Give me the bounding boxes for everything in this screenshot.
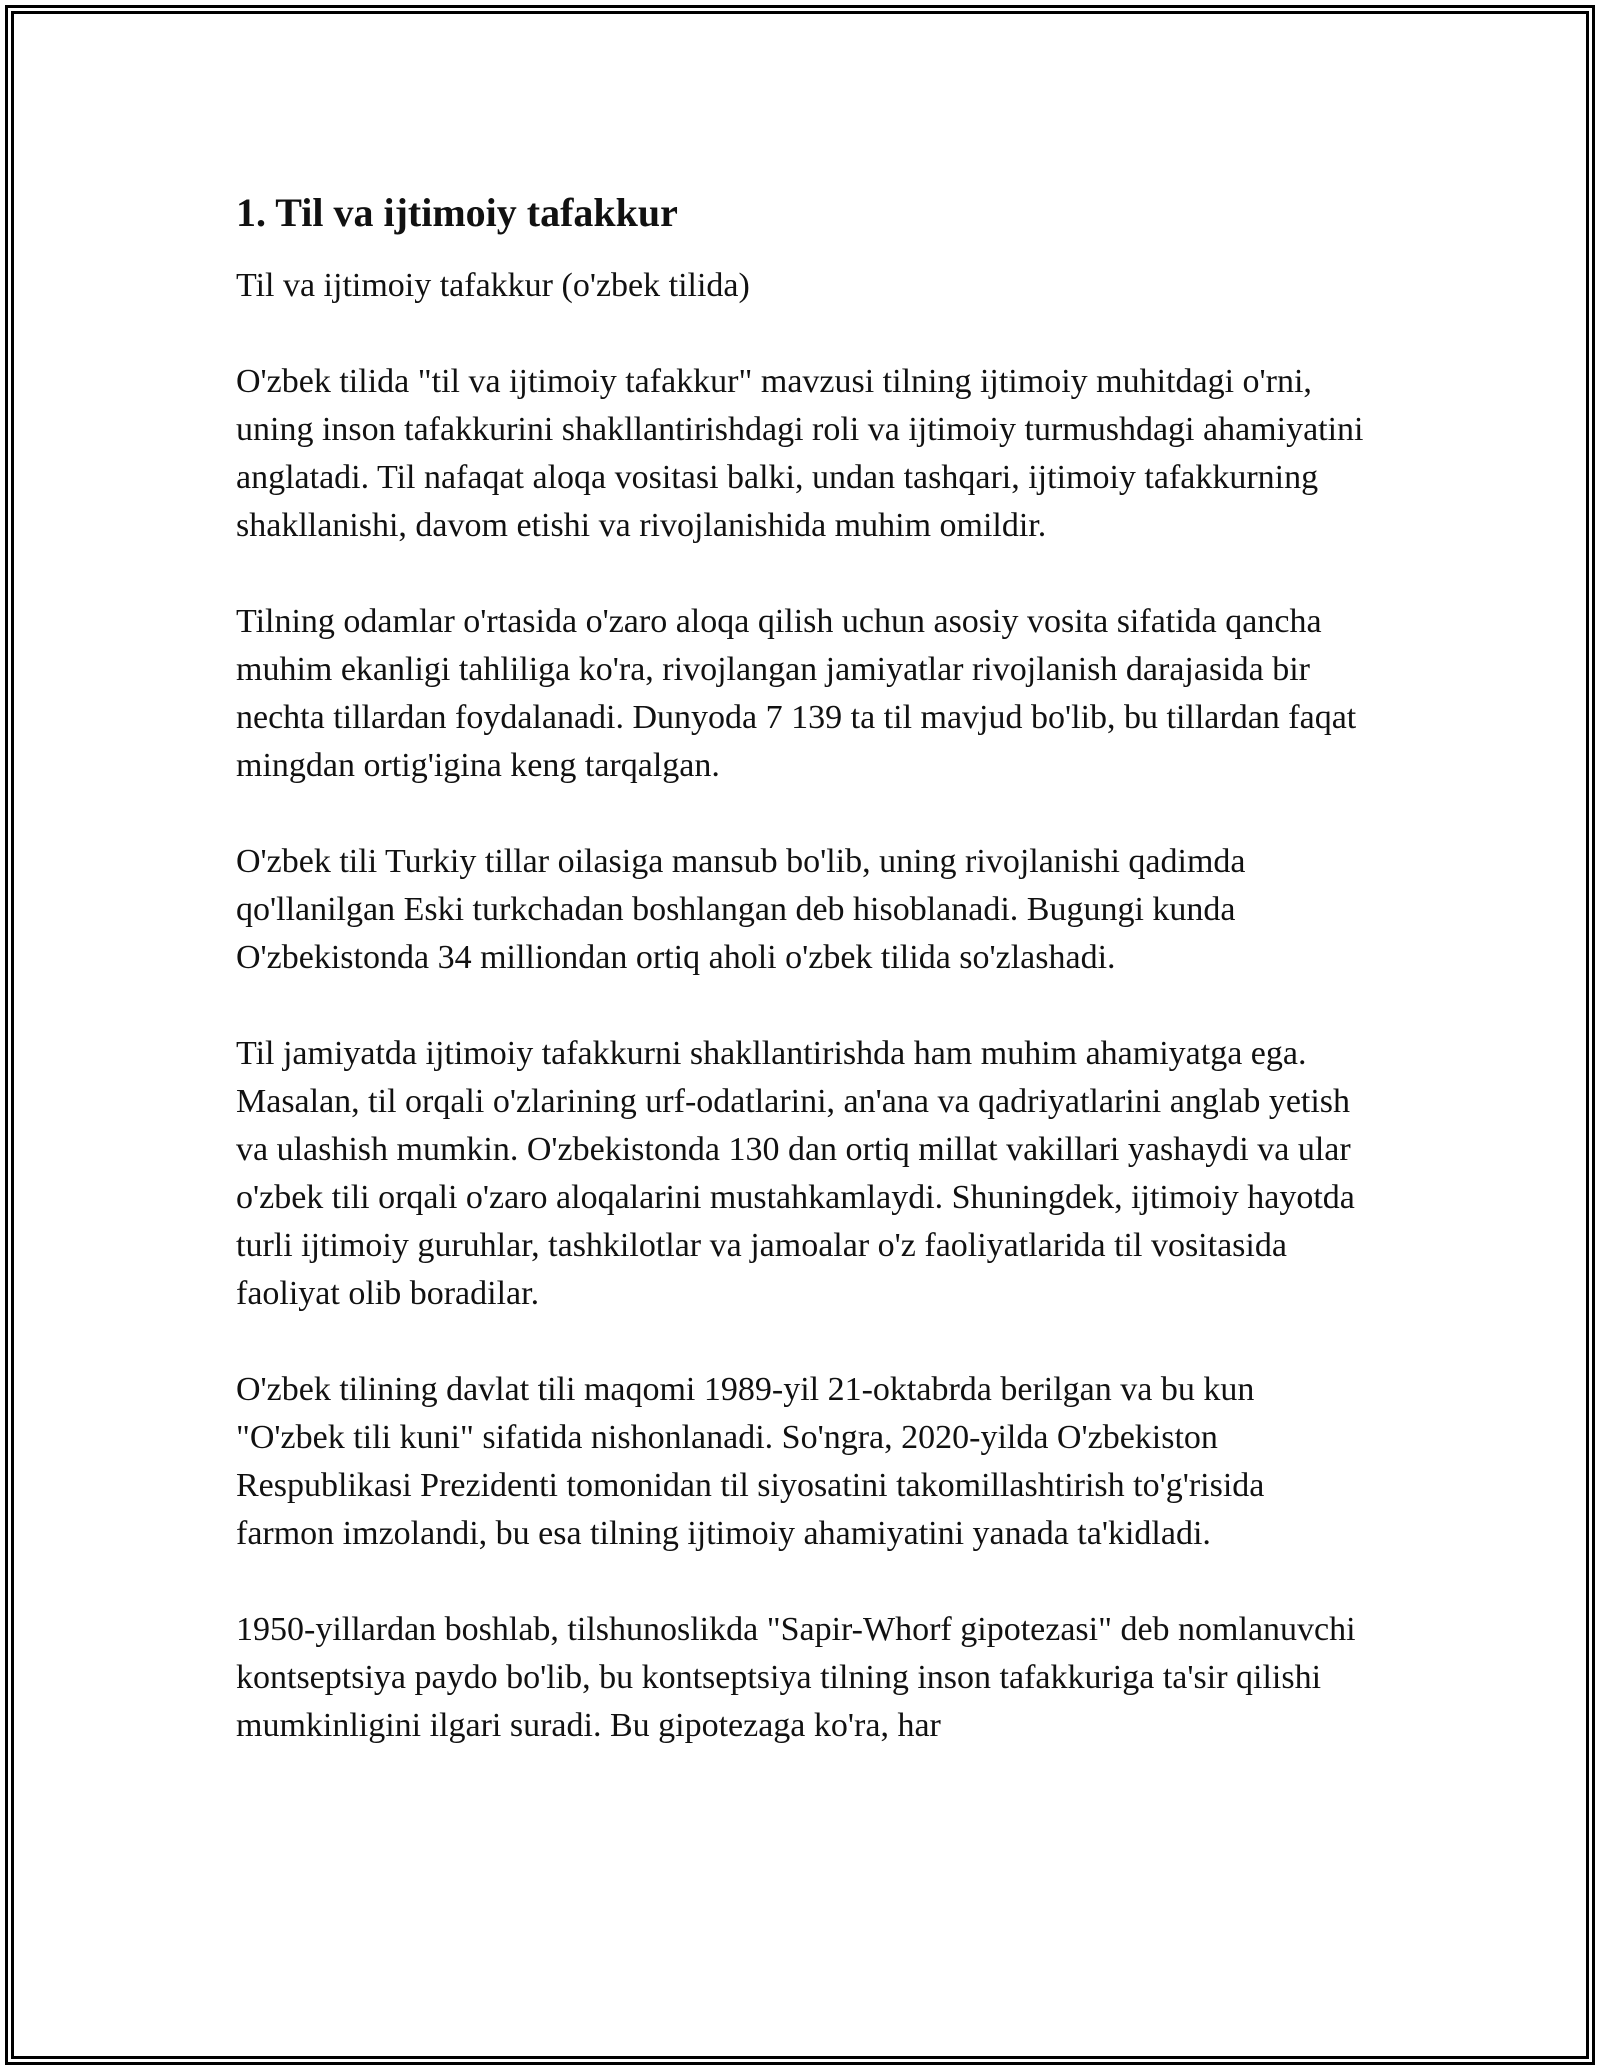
paragraph: O'zbek tilida "til va ijtimoiy tafakkur" mavzusi tilning ijtimoiy muhitdagi o'rni, uning inson tafakkurini shakllantirishdagi roli va ijtimoiy turmushdagi ahamiyatini anglatadi. Til nafaqat aloqa vositasi balki, undan tashqari, ijtimoiy tafakkurning shakllanishi, davom etishi va rivojlanishida muhim omildir. (236, 363, 1364, 544)
paragraph: Til jamiyatda ijtimoiy tafakkurni shakllantirishda ham muhim ahamiyatga ega. Masalan, til orqali o'zlarining urf-odatlarini, an'ana va qadriyatlarini anglab yetish va ulashish mumkin. O'zbekistonda 130 dan ortiq millat vakillari yashaydi va ular o'zbek tili orqali o'zaro aloqalarini mustahkamlaydi. Shuningdek, ijtimoiy hayotda turli ijtimoiy guruhlar, tashkilotlar va jamoalar o'z faoliyatlarida til vositasida faoliyat olib boradilar. (236, 1035, 1355, 1312)
paragraph: Tilning odamlar o'rtasida o'zaro aloqa qilish uchun asosiy vosita sifatida qancha muhim ekanligi tahliliga ko'ra, rivojlangan jamiyatlar rivojlanish darajasida bir nechta tillardan foydalanadi. Dunyoda 7 139 ta til mavjud bo'lib, bu tillardan faqat mingdan ortig'igina keng tarqalgan. (236, 603, 1357, 784)
document-subtitle: Til va ijtimoiy tafakkur (o'zbek tilida) (236, 267, 750, 304)
document-body (236, 186, 1366, 1798)
paragraph: O'zbek tilining davlat tili maqomi 1989-yil 21-oktabrda berilgan va bu kun "O'zbek tili kuni" sifatida nishonlanadi. So'ngra, 2020-yilda O'zbekiston Respublikasi Prezidenti tomonidan til siyosatini takomillashtirish to'g'risida farmon imzolandi, bu esa tilning ijtimoiy ahamiyatini yanada ta'kidladi. (236, 1371, 1265, 1552)
paragraph: O'zbek tili Turkiy tillar oilasiga mansub bo'lib, uning rivojlanishi qadimda qo'llanilgan Eski turkchadan boshlangan deb hisoblanadi. Bugungi kunda O'zbekistonda 34 milliondan ortiq aholi o'zbek tilida so'zlashadi. (236, 843, 1246, 976)
paragraph: 1950-yillardan boshlab, tilshunoslikda "Sapir-Whorf gipotezasi" deb nomlanuvchi kontseptsiya paydo bo'lib, bu kontseptsiya tilning inson tafakkuriga ta'sir qilishi mumkinligini ilgari suradi. Bu gipotezaga ko'ra, har (236, 1611, 1356, 1744)
document-heading: 1. Til va ijtimoiy tafakkur (236, 190, 678, 235)
